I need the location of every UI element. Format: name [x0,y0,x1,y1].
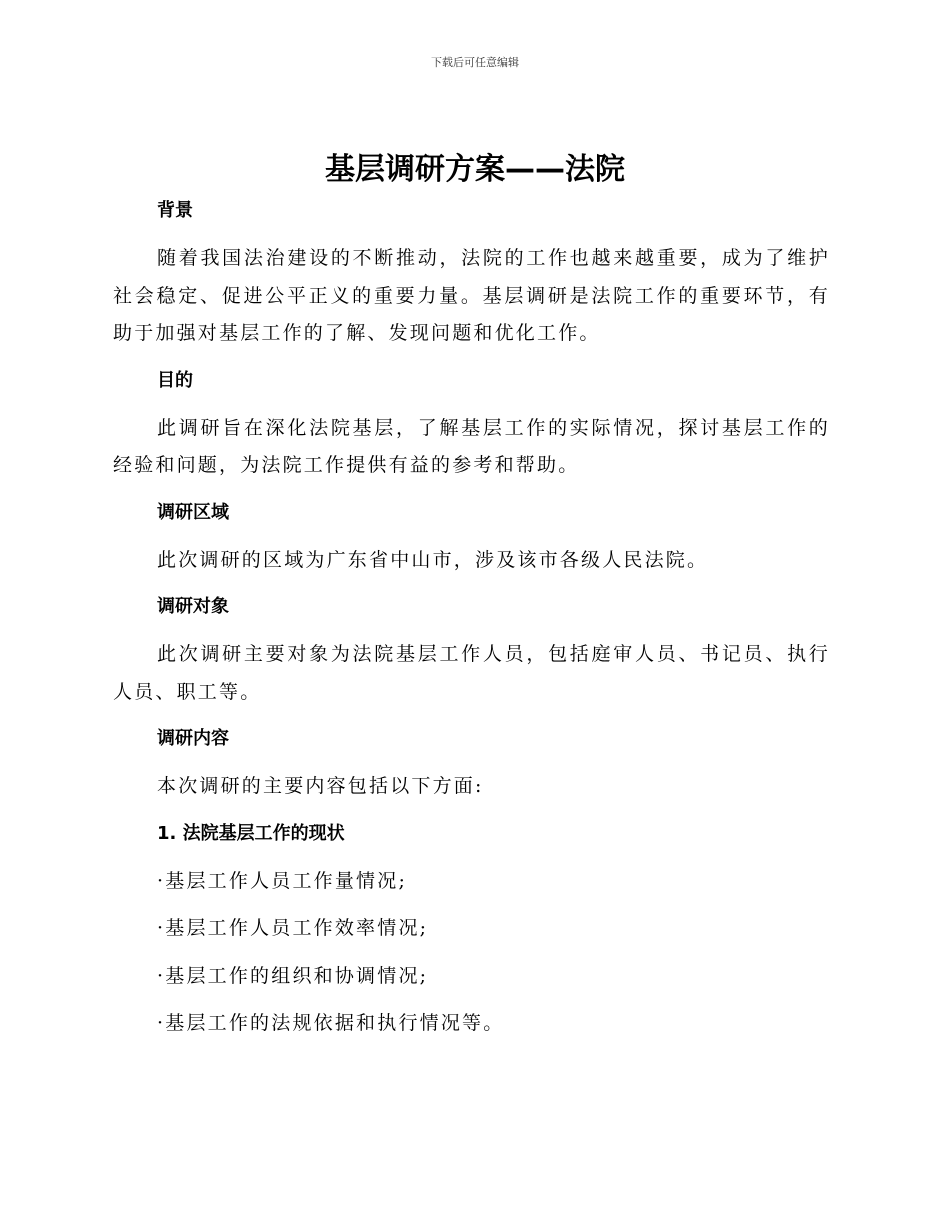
list-item: ·基层工作人员工作量情况; [157,869,408,892]
section-heading-target: 调研对象 [157,596,229,617]
section-heading-purpose: 目的 [157,369,193,391]
document-title: 基层调研方案——法院 [325,152,625,187]
section-heading-region: 调研区域 [157,501,229,523]
section-heading-background: 背景 [157,200,193,221]
list-item: ·基层工作人员工作效率情况; [157,917,429,939]
region-paragraph: 此次调研的区域为广东省中山市，涉及该市各级人民法院。 [157,548,709,571]
target-paragraph: 此次调研主要对象为法院基层工作人员，包括庭审人员、书记员、执行人员、职工等。 [113,643,830,703]
background-paragraph: 随着我国法治建设的不断推动，法院的工作也越来越重要，成为了维护社会稳定、促进公平正义的重要力量。基层调研是法院工作的重要环节，有助于加强对基层工作的了解、发现问题和优化工作。 [113,247,830,344]
purpose-paragraph: 此调研旨在深化法院基层，了解基层工作的实际情况，探讨基层工作的经验和问题，为法院工作提供有益的参考和帮助。 [113,416,830,476]
list-item: ·基层工作的组织和协调情况; [157,964,429,987]
content-subheading: 1. 法院基层工作的现状 [157,822,345,844]
page-header-note: 下载后可任意编辑 [431,56,519,69]
document-body [113,193,830,1053]
content-intro-paragraph: 本次调研的主要内容包括以下方面: [157,775,484,797]
section-heading-content: 调研内容 [157,728,229,749]
list-item: ·基层工作的法规依据和执行情况等。 [157,1012,505,1034]
